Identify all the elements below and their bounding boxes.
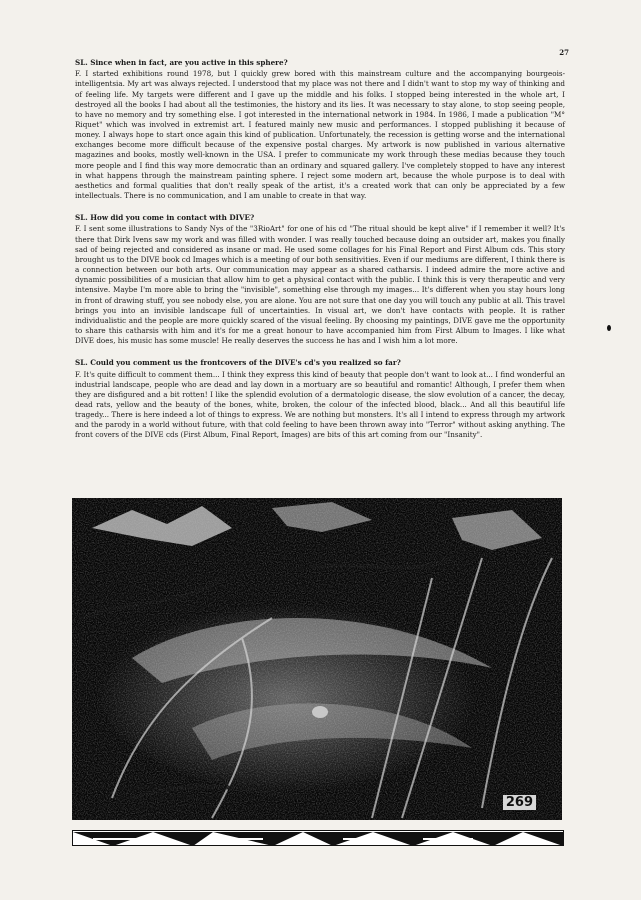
zigzag-pattern bbox=[73, 832, 563, 846]
image-number-label: 269 bbox=[503, 795, 536, 810]
artwork-illustration bbox=[72, 498, 562, 820]
interview-answer: F. It's quite difficult to comment them... I think they express this kind of beauty that people don't want to look at... I find wonderful an industrial landscape, people who are dead and lay down in a mortuary are so beautiful and romantic! Although, I prefer them when they are disfigured and a bit rotten! I like the splendid evolution of a dermatologic disease, the slow evolution of a cancer, the decay, dead rats, yellow and the beauty of the bones, white, broken, the colour of the infected blood, black... And all this beautiful life tragedy... There is here indeed a lot of things to express. We are nothing but monsters. It's all I intend to express through my artwork and the parody in a world without future, with that cold feeling to have been thrown away into "Terror" without asking anything. The front covers of the DIVE cds (First Album, Final Report, Images) are bits of this art coming from our "Insanity". bbox=[75, 369, 565, 440]
page-number: 27 bbox=[559, 48, 569, 57]
interview-block bbox=[75, 358, 565, 440]
interview-question: SL. Since when in fact, are you active in this sphere? bbox=[75, 58, 288, 67]
interview-answer: F. I started exhibitions round 1978, but I quickly grew bored with this mainstream culture and the accompanying bourgeois-intelligentsia. My art was always rejected. I understood that my place was not there and I didn't want to stop my way of thinking and of feeling life. My targets were different and I gave up the middle and his folks. I stopped being interested in the whole art, I destroyed all the books I had about all the testimonies, the history and its lies. It was necessary to stay alone, to stop seeing people, to have no memory and try something else. I got interested in the international network in 1984. In 1986, I made a publication "M° Riquet" which was involved in extremist art. I featured mainly new music and performances. I stopped publishing it because of money. I always hope to start once again this kind of publication. Unfortunately, the recession is getting worse and the international exchanges become more difficult because of the expensive postal charges. My artwork is now published in various alternative magazines and books, mostly well-known in the USA. I prefer to communicate my work through these medias because they touch more people and I find this way more democratic than an ordinary and squared gallery. I've completely stopped to have any interest in what happens through the mainstream painting sphere. I reject some modern art, because the whole purpose is to deal with aesthetics and formal qualities that don't really speak of the artist, it's a created work that can only be appreciated by a few intellectuals. There is no communication, and I am unable to create in that way. bbox=[75, 69, 565, 201]
margin-ink-dot bbox=[607, 325, 611, 331]
interview-question: SL. Could you comment us the frontcovers of the DIVE's cd's you realized so far? bbox=[75, 358, 401, 368]
interview-article bbox=[75, 58, 565, 453]
interview-answer: F. I sent some illustrations to Sandy Nys of the "3RioArt" for one of his cd "The ritual should be kept alive" if I remember it well? It's there that Dirk Ivens saw my work and was filled with wonder. I was really touched because doing an outsider art, makes you finally sad of being rejected and considered as insane or mad. He used some collages for his Final Report and First Album cds. This story brought us to the DIVE book cd Images which is a meeting of our both sensitivities. Even if our mediums are different, I think there is a connection between our both arts. Our communication may appear as a shared catharsis. I indeed admire the more active and dynamic possibilities of a musician that allow him to get a physical contact with the public. I think this is very therapeutic and very intensive. Maybe I'm more able to bring the "invisible", something else through my images... It's different when you stay hours long in front of drawing stuff, you see nobody else, you are alone. You are not sure that one day you will touch any public at all. This travel brings you into an invisible landscape full of uncertainties. In visual art, we don't have contacts with people. It is rather individualistic and the people are more quickly scared of the visual feeling. By choosing my paintings, DIVE gave me the opportunity to share this catharsis with him and it's for me a great honour to have accompanied him from First Album to Images. I like what DIVE does, his music has some muscle! He really deserves the success he has and I wish him a lot more. bbox=[75, 224, 565, 346]
interview-block bbox=[75, 58, 565, 201]
decorative-divider-band bbox=[72, 830, 564, 846]
artwork-image bbox=[72, 498, 562, 820]
interview-question: SL. How did you come in contact with DIVE? bbox=[75, 213, 255, 223]
interview-block bbox=[75, 213, 565, 346]
